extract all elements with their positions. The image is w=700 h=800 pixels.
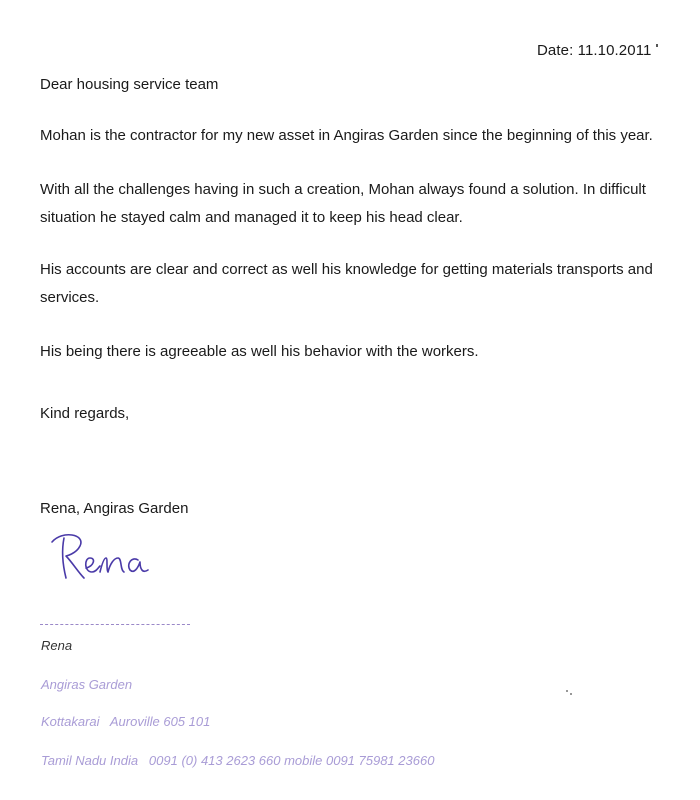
footer-contact: Tamil Nadu India 0091 (0) 413 2623 660 mobile 0091 75981 23660 bbox=[41, 753, 435, 768]
footer-address: Kottakarai Auroville 605 101 bbox=[41, 714, 211, 729]
body-paragraph: With all the challenges having in such a creation, Mohan always found a solution. In difficult situation he stayed calm and managed it to keep his head clear. bbox=[40, 181, 646, 226]
scan-mark bbox=[656, 44, 658, 47]
body-paragraph: Mohan is the contractor for my new asset in Angiras Garden since the beginning of this year. bbox=[40, 127, 653, 144]
body-paragraph: His accounts are clear and correct as well his knowledge for getting materials transports and services. bbox=[40, 261, 653, 306]
scan-speck bbox=[570, 693, 572, 695]
closing: Kind regards, bbox=[40, 405, 130, 422]
footer-name: Rena bbox=[41, 638, 73, 653]
letter-date: Date: 11.10.2011 bbox=[537, 42, 652, 59]
salutation: Dear housing service team bbox=[40, 76, 219, 93]
scan-speck bbox=[566, 690, 568, 692]
body-paragraph: His being there is agreeable as well his behavior with the workers. bbox=[40, 343, 479, 360]
signature-divider bbox=[40, 624, 190, 625]
handwritten-signature bbox=[42, 528, 162, 586]
signer-line: Rena, Angiras Garden bbox=[40, 500, 189, 517]
footer-organization: Angiras Garden bbox=[41, 677, 133, 692]
